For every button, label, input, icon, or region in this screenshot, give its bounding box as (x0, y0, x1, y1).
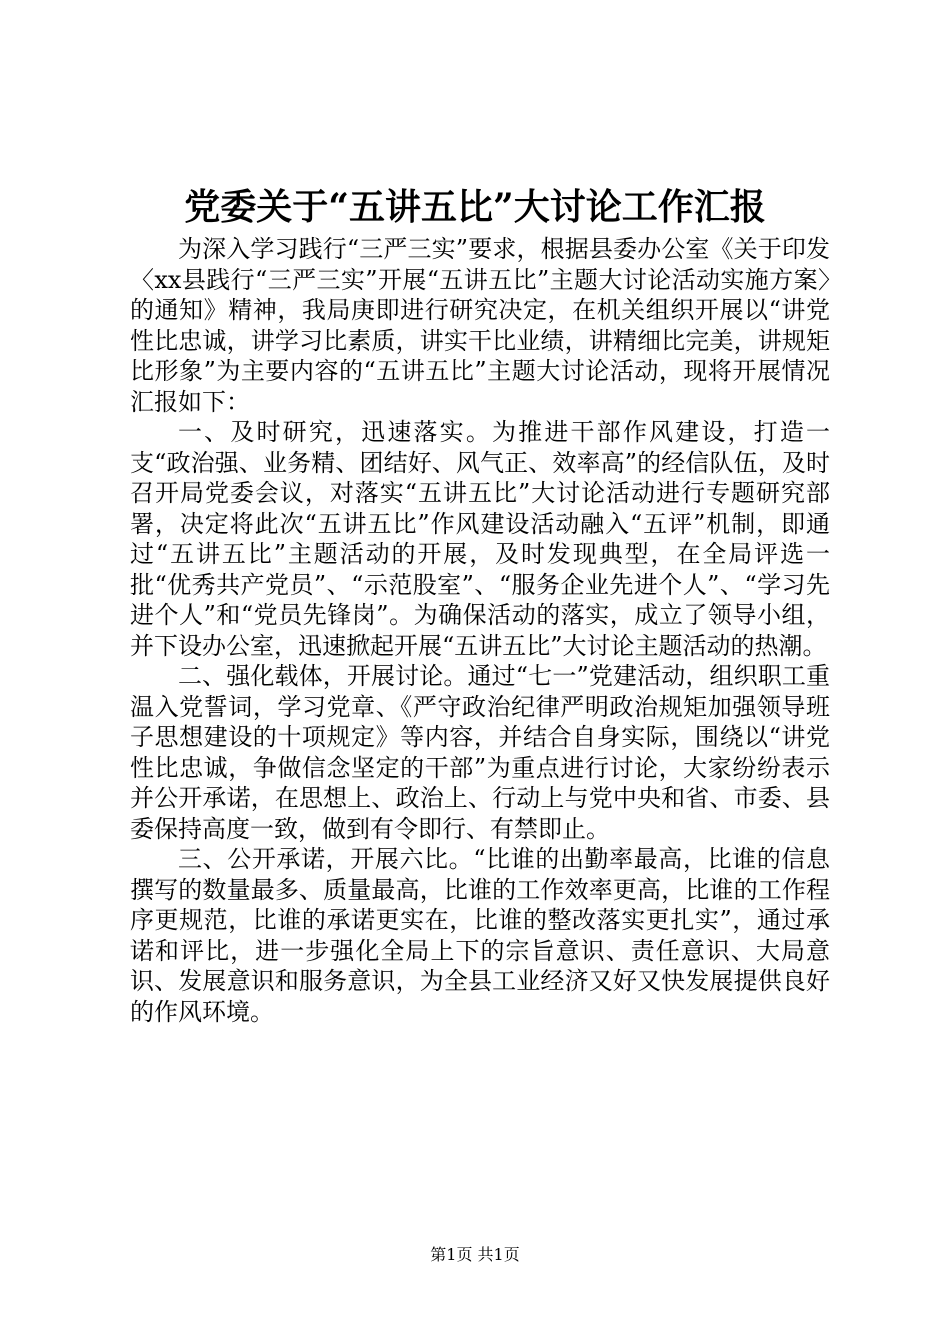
document-title: 党委关于“五讲五比”大讨论工作汇报 (184, 186, 766, 228)
document-body (130, 234, 830, 1027)
paragraph-section-2: 二、强化载体，开展讨论。通过“七一”党建活动，组织职工重温入党誓词，学习党章、《严守政治纪律严明政治规矩加强领导班子思想建设的十项规定》等内容，并结合自身实际，围绕以“讲党性比忠诚，争做信念坚定的干部”为重点进行讨论，大家纷纷表示并公开承诺，在思想上、政治上、行动上与党中央和省、市委、县委保持高度一致，做到有令即行、有禁即止。 (130, 662, 830, 843)
paragraph-section-3: 三、公开承诺，开展六比。“比谁的出勤率最高，比谁的信息撰写的数量最多、质量最高，比谁的工作效率更高，比谁的工作程序更规范，比谁的承诺更实在，比谁的整改落实更扎实”，通过承诺和评比，进一步强化全局上下的宗旨意识、责任意识、大局意识、发展意识和服务意识，为全县工业经济又好又快发展提供良好的作风环境。 (130, 845, 830, 1026)
paragraph-intro: 为深入学习践行“三严三实”要求，根据县委办公室《关于印发〈xx县践行“三严三实”开展“五讲五比”主题大讨论活动实施方案〉的通知》精神，我局庚即进行研究决定，在机关组织开展以“讲党性比忠诚，讲学习比素质，讲实干比业绩，讲精细比完美，讲规矩比形象”为主要内容的“五讲五比”主题大讨论活动，现将开展情况汇报如下： (130, 235, 830, 416)
paragraph-section-1: 一、及时研究，迅速落实。为推进干部作风建设，打造一支“政治强、业务精、团结好、风气正、效率高”的经信队伍，及时召开局党委会议，对落实“五讲五比”大讨论活动进行专题研究部署，决定将此次“五讲五比”作风建设活动融入“五评”机制，即通过“五讲五比”主题活动的开展，及时发现典型，在全局评选一批“优秀共产党员”、“示范股室”、“服务企业先进个人”、“学习先进个人”和“党员先锋岗”。为确保活动的落实，成立了领导小组，并下设办公室，迅速掀起开展“五讲五比”大讨论主题活动的热潮。 (130, 418, 830, 660)
page-number-footer: 第1页 共1页 (430, 1245, 520, 1264)
